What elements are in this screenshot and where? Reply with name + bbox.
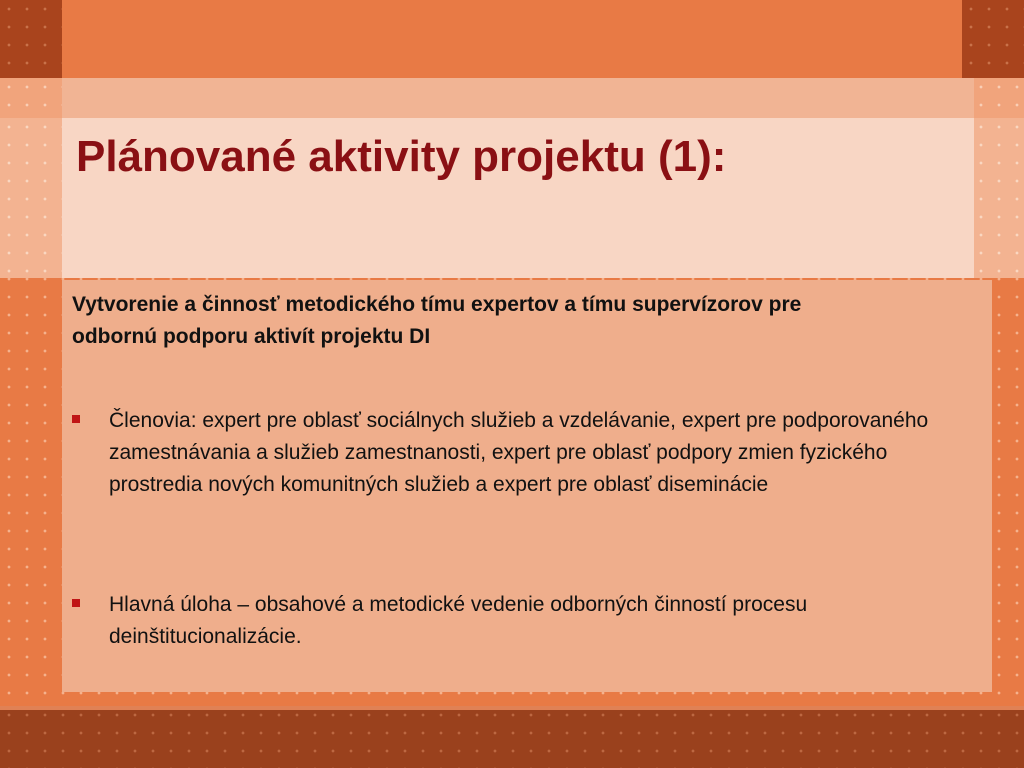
corner-decoration-right xyxy=(962,0,1024,78)
square-bullet-icon xyxy=(72,599,80,607)
bottom-band xyxy=(0,706,1024,768)
bullet-item xyxy=(72,589,982,653)
square-bullet-icon xyxy=(72,415,80,423)
bullet-text: Členovia: expert pre oblasť sociálnych služieb a vzdelávanie, expert pre podporovaného zamestnávania a služieb zamestnanosti, expert pre oblasť podpory zmien fyzického prostredia nových komunitných služieb a expert pre oblasť diseminácie xyxy=(109,409,929,496)
top-band xyxy=(0,0,1024,78)
slide-title: Plánované aktivity projektu (1): xyxy=(76,132,727,181)
bullet-item xyxy=(72,405,982,501)
content-heading: Vytvorenie a činnosť metodického tímu expertov a tímu supervízorov pre odbornú podporu aktivít projektu DI xyxy=(72,293,802,348)
title-box-strip xyxy=(62,78,974,118)
bullet-text: Hlavná úloha – obsahové a metodické vedenie odborných činností procesu deinštitucionalizácie. xyxy=(109,593,808,648)
bottom-band-edge xyxy=(0,706,1024,710)
corner-decoration-left xyxy=(0,0,62,78)
